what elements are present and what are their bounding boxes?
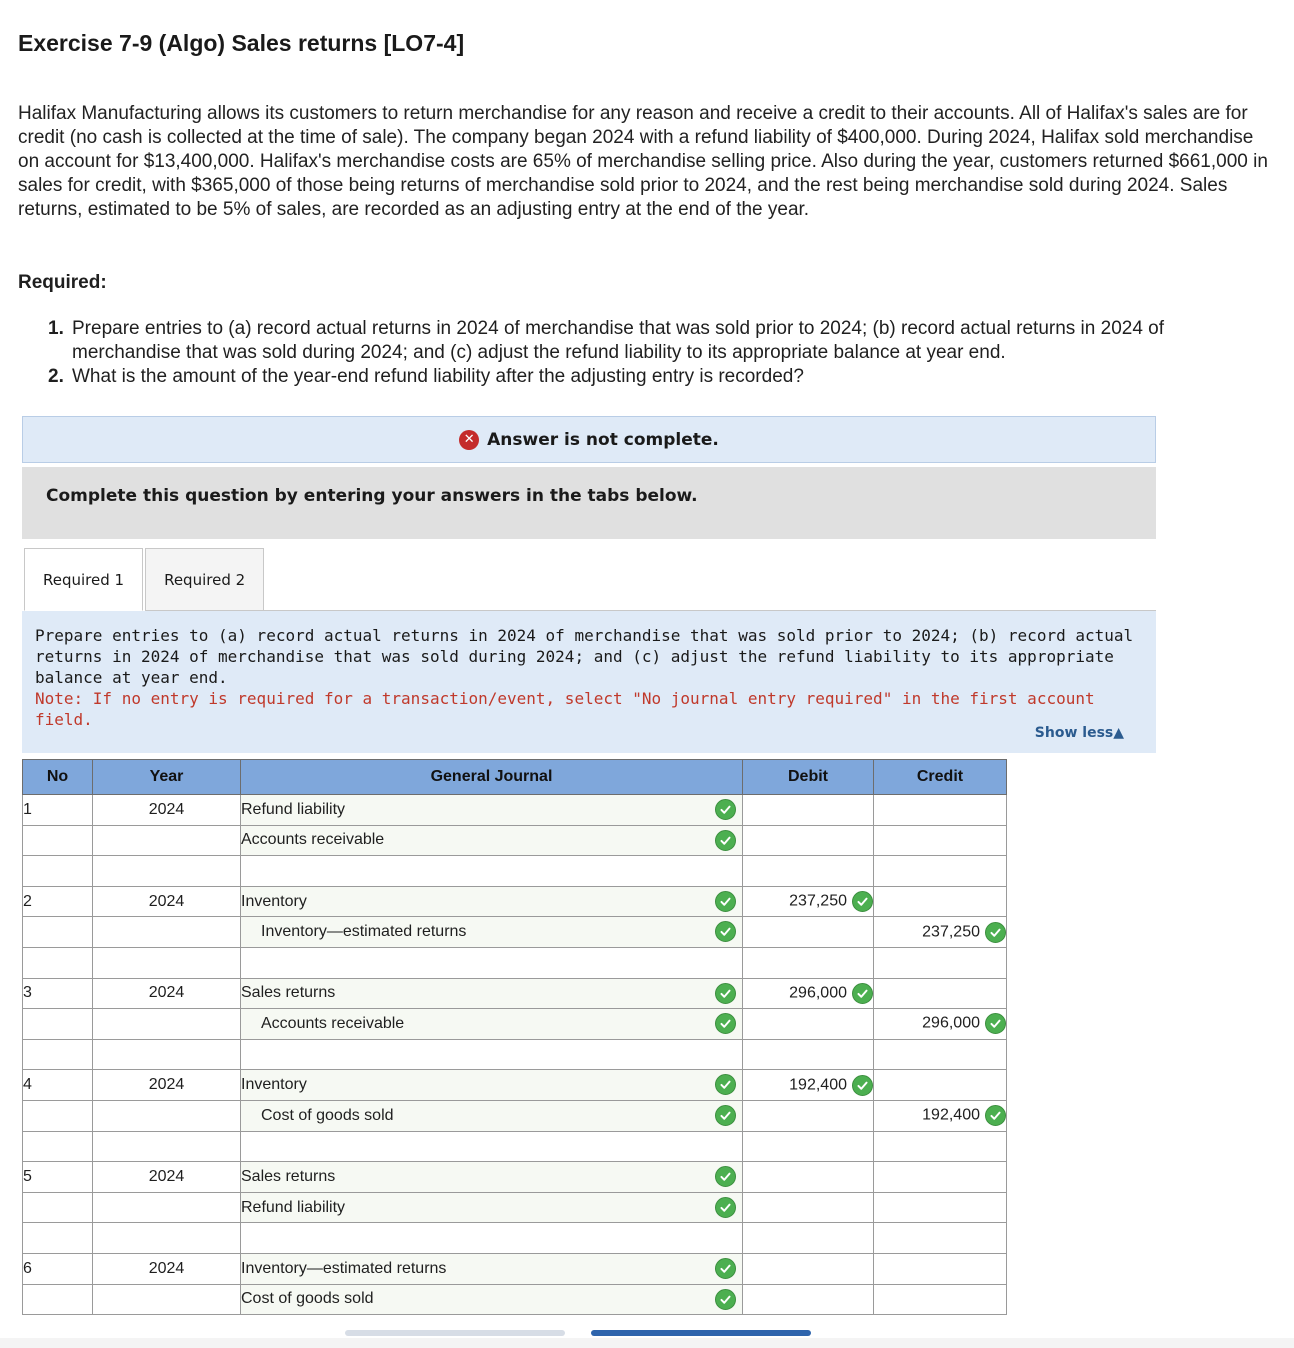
credit-value: 192,400 [922, 1106, 980, 1124]
account-name: Refund liability [241, 1198, 346, 1216]
debit-value: 192,400 [789, 1076, 847, 1094]
check-icon [852, 1075, 873, 1096]
entry-year[interactable]: 2024 [93, 795, 241, 826]
debit-field[interactable] [743, 947, 874, 978]
account-field[interactable] [241, 1223, 743, 1254]
debit-field[interactable] [743, 917, 874, 948]
entry-year[interactable] [93, 1100, 241, 1131]
check-icon [715, 1197, 736, 1218]
debit-field[interactable] [743, 978, 874, 1009]
entry-number: 1 [23, 795, 93, 826]
account-name: Inventory—estimated returns [241, 1259, 447, 1277]
account-field[interactable] [241, 1253, 743, 1284]
journal-row [23, 1039, 1007, 1070]
exercise-title: Exercise 7-9 (Algo) Sales returns [LO7-4] [18, 30, 465, 56]
credit-field[interactable] [874, 1162, 1007, 1193]
debit-field[interactable] [743, 825, 874, 856]
journal-row [23, 856, 1007, 887]
credit-field[interactable] [874, 795, 1007, 826]
journal-row [23, 886, 1007, 917]
debit-field[interactable] [743, 856, 874, 887]
debit-field[interactable] [743, 1253, 874, 1284]
account-field[interactable] [241, 1131, 743, 1162]
journal-row [23, 1192, 1007, 1223]
debit-field[interactable] [743, 1100, 874, 1131]
journal-row [23, 1100, 1007, 1131]
entry-year[interactable]: 2024 [93, 1162, 241, 1193]
entry-year[interactable] [93, 947, 241, 978]
credit-field[interactable] [874, 947, 1007, 978]
requirements-list [48, 317, 1268, 389]
answer-status-bar [22, 416, 1156, 463]
entry-year[interactable] [93, 1009, 241, 1040]
entry-year[interactable] [93, 917, 241, 948]
requirement-item [48, 317, 1268, 365]
entry-year[interactable] [93, 1131, 241, 1162]
journal-row [23, 947, 1007, 978]
check-icon [715, 983, 736, 1004]
credit-field[interactable] [874, 917, 1007, 948]
entry-number: 5 [23, 1162, 93, 1193]
debit-value: 237,250 [789, 892, 847, 910]
entry-year[interactable] [93, 1223, 241, 1254]
entry-year[interactable] [93, 825, 241, 856]
header-year: Year [93, 760, 241, 795]
account-name: Cost of goods sold [261, 1106, 394, 1124]
entry-year[interactable] [93, 1039, 241, 1070]
next-nav-bar[interactable] [591, 1330, 811, 1336]
credit-field[interactable] [874, 886, 1007, 917]
check-icon [715, 1013, 736, 1034]
journal-row [23, 917, 1007, 948]
requirement-text: Prepare entries to (a) record actual returns in 2024 of merchandise that was sold prior to 2024; (b) record actual returns in 2024 of merchandise that was sold during 2024; and (c) adjust the refund liability to its appropriate balance at year end. [72, 318, 1165, 363]
check-icon [715, 830, 736, 851]
account-field[interactable] [241, 1100, 743, 1131]
entry-number [23, 917, 93, 948]
entry-number: 6 [23, 1253, 93, 1284]
account-field[interactable] [241, 795, 743, 826]
entry-number: 2 [23, 886, 93, 917]
check-icon [985, 922, 1006, 943]
entry-number [23, 1009, 93, 1040]
instruction-text: Complete this question by entering your answers in the tabs below. [46, 486, 698, 506]
show-less-link[interactable]: Show less▲ [1034, 725, 1124, 741]
account-field[interactable] [241, 1009, 743, 1040]
general-journal-table [22, 759, 1007, 1315]
account-field[interactable] [241, 1162, 743, 1193]
account-field[interactable] [241, 886, 743, 917]
check-icon [715, 891, 736, 912]
check-icon [852, 891, 873, 912]
account-name: Inventory [241, 1076, 307, 1094]
credit-field[interactable] [874, 1100, 1007, 1131]
prev-nav-bar[interactable] [345, 1330, 565, 1336]
entry-number [23, 1039, 93, 1070]
entry-number: 3 [23, 978, 93, 1009]
account-field[interactable] [241, 978, 743, 1009]
account-name: Accounts receivable [261, 1014, 405, 1032]
credit-field[interactable] [874, 1192, 1007, 1223]
journal-header-row [23, 760, 1007, 795]
required-label: Required: [18, 272, 107, 293]
debit-value: 296,000 [789, 984, 847, 1002]
credit-field[interactable] [874, 1009, 1007, 1040]
entry-year[interactable] [93, 856, 241, 887]
credit-field[interactable] [874, 1070, 1007, 1101]
credit-value: 237,250 [922, 923, 980, 941]
journal-body [23, 795, 1007, 1315]
entry-number [23, 1223, 93, 1254]
check-icon [715, 1105, 736, 1126]
check-icon [985, 1105, 1006, 1126]
header-no: No [23, 760, 93, 795]
entry-year[interactable]: 2024 [93, 1253, 241, 1284]
account-field[interactable] [241, 1284, 743, 1315]
credit-field[interactable] [874, 1223, 1007, 1254]
journal-row [23, 978, 1007, 1009]
journal-row [23, 1284, 1007, 1315]
entry-year[interactable]: 2024 [93, 1070, 241, 1101]
prompt-panel [22, 611, 1156, 753]
credit-field[interactable] [874, 1253, 1007, 1284]
credit-field[interactable] [874, 1131, 1007, 1162]
account-field[interactable] [241, 1039, 743, 1070]
requirement-item [48, 365, 1268, 389]
account-field[interactable] [241, 1070, 743, 1101]
check-icon [715, 1258, 736, 1279]
tab-required-1[interactable]: Required 1 [24, 548, 143, 611]
answer-status-text: Answer is not complete. [487, 429, 719, 450]
account-field[interactable] [241, 856, 743, 887]
account-name: Inventory [241, 892, 307, 910]
journal-row [23, 1070, 1007, 1101]
journal-row [23, 825, 1007, 856]
debit-field[interactable] [743, 1192, 874, 1223]
debit-field[interactable] [743, 886, 874, 917]
check-icon [715, 1289, 736, 1310]
journal-row [23, 1223, 1007, 1254]
check-icon [715, 1166, 736, 1187]
tab-bar [24, 548, 266, 611]
requirement-number: 2. [48, 366, 64, 387]
check-icon [715, 799, 736, 820]
debit-field[interactable] [743, 795, 874, 826]
check-icon [715, 921, 736, 942]
credit-field[interactable] [874, 856, 1007, 887]
entry-number [23, 825, 93, 856]
journal-row [23, 1131, 1007, 1162]
tab-required-2[interactable]: Required 2 [145, 548, 264, 611]
requirement-number: 1. [48, 318, 64, 339]
entry-number [23, 1192, 93, 1223]
debit-field[interactable] [743, 1223, 874, 1254]
journal-row [23, 1162, 1007, 1193]
journal-row [23, 1009, 1007, 1040]
journal-row [23, 795, 1007, 826]
account-name: Sales returns [241, 984, 336, 1002]
debit-field[interactable] [743, 1070, 874, 1101]
entry-year[interactable]: 2024 [93, 978, 241, 1009]
problem-text: Halifax Manufacturing allows its customers to return merchandise for any reason and receive a credit to their accounts. All of Halifax's sales are for credit (no cash is collected at the time of sale). The company began 2024 with a refund liability of $400,000. During 2024, Halifax sold merchandise on account for $13,400,000. Halifax's merchandise costs are 65% of merchandise selling price. Also during the year, customers returned $661,000 in sales for credit, with $365,000 of those being returns of merchandise sold prior to 2024, and the rest being merchandise sold during 2024. Sales returns, estimated to be 5% of sales, are recorded as an adjusting entry at the end of the year. [18, 103, 1268, 220]
account-name: Sales returns [241, 1167, 336, 1185]
entry-year[interactable] [93, 1284, 241, 1315]
entry-number [23, 1284, 93, 1315]
entry-year[interactable]: 2024 [93, 886, 241, 917]
entry-number [23, 1100, 93, 1131]
check-icon [852, 983, 873, 1004]
prompt-note: Note: If no entry is required for a transaction/event, select "No journal entry required" in the first account field. [35, 689, 1095, 729]
account-name: Accounts receivable [241, 831, 385, 849]
account-field[interactable] [241, 825, 743, 856]
entry-number [23, 1131, 93, 1162]
debit-field[interactable] [743, 1131, 874, 1162]
credit-field[interactable] [874, 825, 1007, 856]
entry-number [23, 856, 93, 887]
debit-field[interactable] [743, 1284, 874, 1315]
journal-row [23, 1253, 1007, 1284]
check-icon [985, 1013, 1006, 1034]
credit-field[interactable] [874, 978, 1007, 1009]
credit-field[interactable] [874, 1284, 1007, 1315]
page-footer-strip [0, 1338, 1294, 1348]
entry-year[interactable] [93, 1192, 241, 1223]
debit-field[interactable] [743, 1039, 874, 1070]
account-field[interactable] [241, 917, 743, 948]
header-credit: Credit [874, 760, 1007, 795]
entry-number [23, 947, 93, 978]
requirement-text: What is the amount of the year-end refund liability after the adjusting entry is recorded? [72, 366, 804, 387]
entry-number: 4 [23, 1070, 93, 1101]
header-debit: Debit [743, 760, 874, 795]
prompt-text: Prepare entries to (a) record actual returns in 2024 of merchandise that was sold prior to 2024; (b) record actual returns in 2024 of merchandise that was sold during 2024; and (c) adjust the refund liability to its appropriate balance at year end. [35, 626, 1134, 687]
x-icon: ✕ [459, 430, 479, 450]
check-icon [715, 1074, 736, 1095]
credit-field[interactable] [874, 1039, 1007, 1070]
header-general-journal: General Journal [241, 760, 743, 795]
account-name: Inventory—estimated returns [261, 923, 467, 941]
debit-field[interactable] [743, 1162, 874, 1193]
account-field[interactable] [241, 1192, 743, 1223]
account-name: Cost of goods sold [241, 1290, 374, 1308]
instruction-bar [22, 467, 1156, 539]
debit-field[interactable] [743, 1009, 874, 1040]
account-name: Refund liability [241, 800, 346, 818]
credit-value: 296,000 [922, 1015, 980, 1033]
account-field[interactable] [241, 947, 743, 978]
